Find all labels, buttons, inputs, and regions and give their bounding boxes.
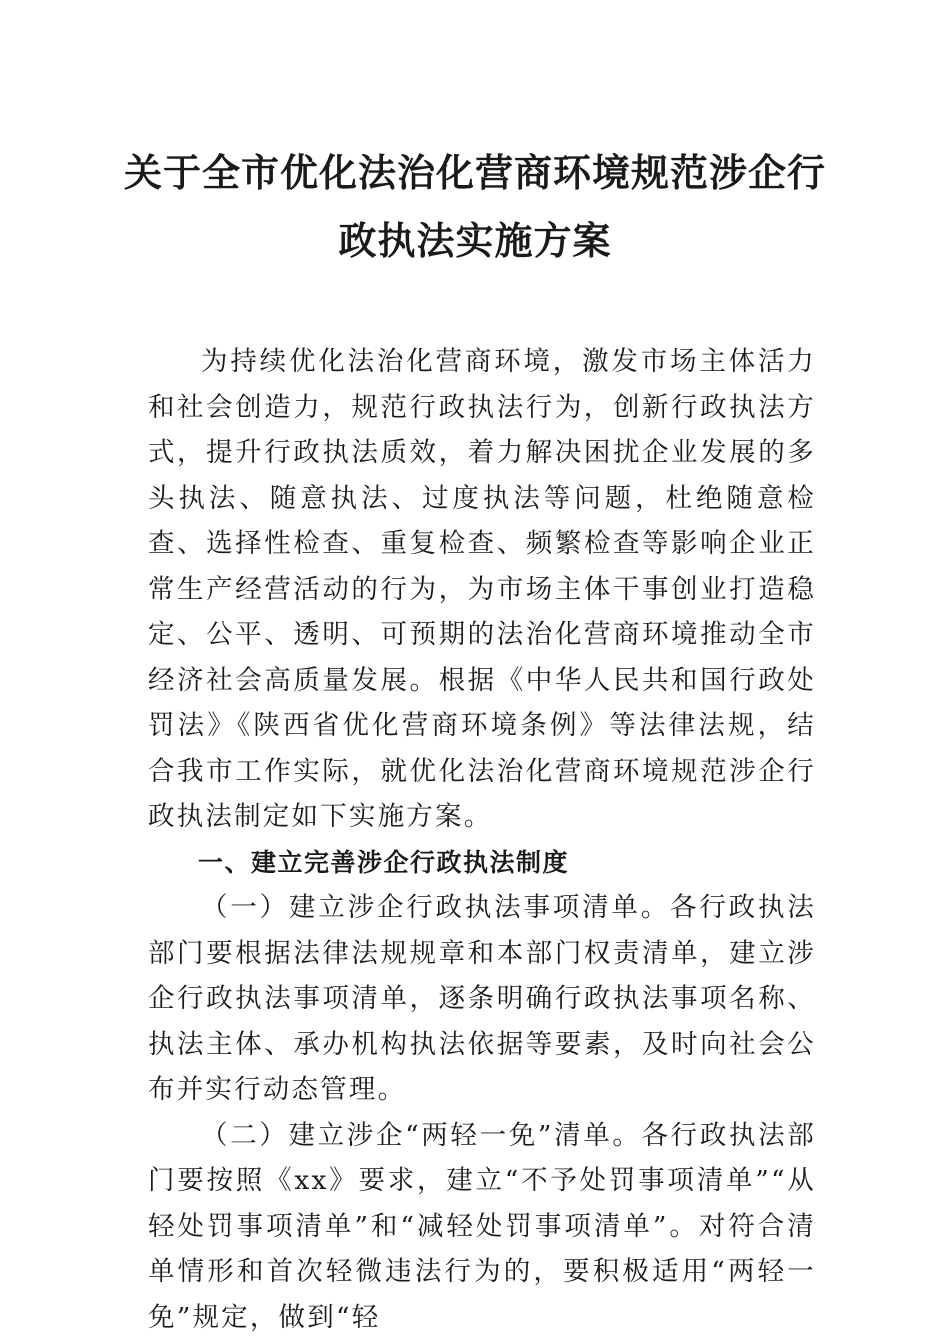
intro-paragraph: 为持续优化法治化营商环境，激发市场主体活力和社会创造力，规范行政执法行为，创新行政执法方式，提升行政执法质效，着力解决困扰企业发展的多头执法、随意执法、过度执法等问题，杜绝随意检查、选择性检查、重复检查、频繁检查等影响企业正常生产经营活动的行为，为市场主体干事创业打造稳定、公平、透明、可预期的法治化营商环境推动全市经济社会高质量发展。根据《中华人民共和国行政处罚法》《陕西省优化营商环境条例》等法律法规，结合我市工作实际，就优化法治化营商环境规范涉企行政执法制定如下实施方案。 [148, 346, 816, 832]
document-title-line-2: 政执法实施方案 [338, 218, 612, 263]
section-1-item-1: （一）建立涉企行政执法事项清单。各行政执法部门要根据法律法规规章和本部门权责清单，建立涉企行政执法事项清单，逐条明确行政执法事项名称、执法主体、承办机构执法依据等要素，及时向社会公布并实行动态管理。 [148, 892, 816, 1105]
document-title-line-1: 关于全市优化法治化营商环境规范涉企行 [123, 150, 826, 195]
document-body [148, 339, 816, 1340]
section-1-item-2: （二）建立涉企“两轻一免”清单。各行政执法部门要按照《xx》要求，建立“不予处罚事项清单”“从轻处罚事项清单”和“减轻处罚事项清单”。对符合清单情形和首次轻微违法行为的，要积极适用“两轻一免”规定，做到“轻 [148, 1119, 816, 1333]
section-heading-1: 一、建立完善涉企行政执法制度 [198, 847, 570, 877]
